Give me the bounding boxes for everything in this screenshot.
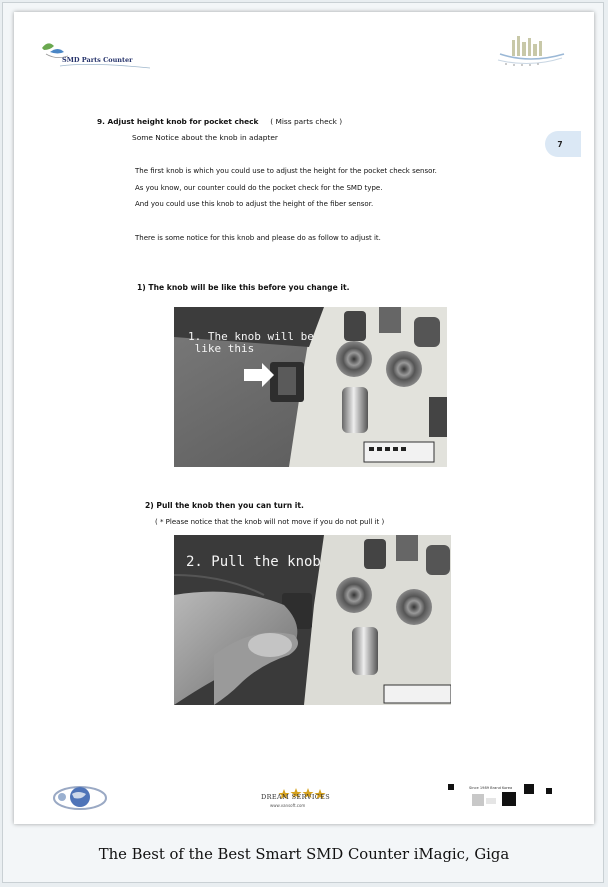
paragraph-line-3: And you could use this knob to adjust the height of the fiber sensor.: [135, 200, 374, 208]
paragraph-line-1: The first knob is which you could use to adjust the height for the pocket check sensor.: [135, 167, 437, 175]
since-text: Since 1989 Brand Korea: [469, 786, 513, 790]
section-heading: [97, 117, 342, 126]
page-number-badge: 7: [545, 131, 581, 157]
section-heading-title: 9. Adjust height knob for pocket check: [97, 117, 259, 126]
step-1-photo: [174, 307, 447, 467]
section-heading-note: ( Miss parts check ): [270, 117, 343, 126]
step-2-photo-caption: 2. Pull the knob: [186, 554, 321, 570]
bottom-caption: The Best of the Best Smart SMD Counter iMagic, Giga: [98, 846, 510, 863]
paragraph-line-4: There is some notice for this knob and please do as follow to adjust it.: [135, 234, 381, 242]
globe-logo: [50, 782, 110, 812]
step-1-title: 1) The knob will be like this before you change it.: [137, 283, 350, 292]
logo-left-text: SMD Parts Counter: [62, 56, 133, 64]
section-subline: Some Notice about the knob in adapter: [132, 133, 278, 142]
step-1-photo-caption: 1. The knob will be like this: [188, 330, 314, 355]
city-skyline-logo: [486, 28, 568, 72]
dream-services-url: www.vansoft.com: [270, 803, 306, 808]
step-2-photo: [174, 535, 451, 705]
paragraph-line-2: As you know, our counter could do the pocket check for the SMD type.: [135, 184, 383, 192]
step-2-note: ( * Please notice that the knob will not move if you do not pull it ): [155, 518, 385, 526]
dream-services-text: DREAM SERVICES: [261, 793, 331, 801]
document-page: [14, 12, 594, 824]
step-2-title: 2) Pull the knob then you can turn it.: [145, 501, 304, 510]
